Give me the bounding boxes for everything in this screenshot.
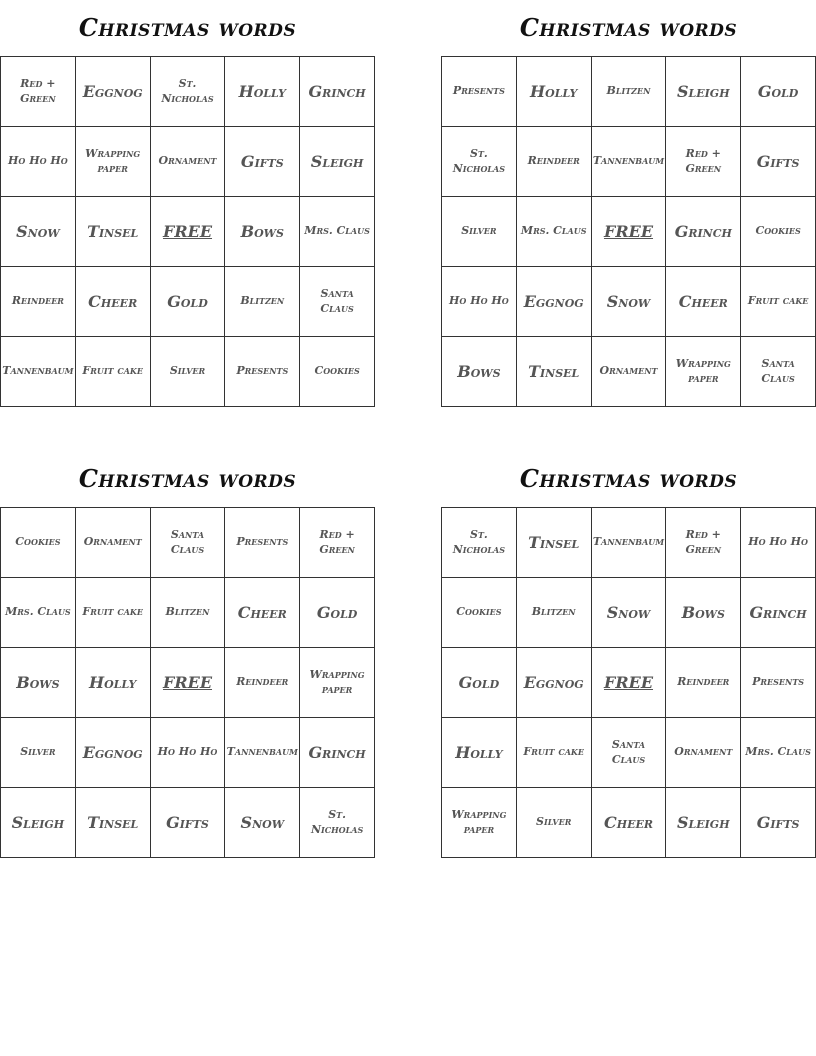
- bingo-cell: Bows: [1, 648, 76, 718]
- bingo-cell: Sleigh: [666, 57, 741, 127]
- bingo-cell: Ornament: [151, 127, 226, 197]
- bingo-card-3: [0, 451, 375, 858]
- bingo-cell: Santa Claus: [741, 337, 816, 407]
- bingo-cell: Tinsel: [517, 508, 592, 578]
- bingo-cell: Sleigh: [1, 788, 76, 858]
- bingo-cell: Fruit cake: [741, 267, 816, 337]
- bingo-cell: Fruit cake: [76, 337, 151, 407]
- bingo-cell: Blitzen: [592, 57, 667, 127]
- bingo-cell: Mrs. Claus: [517, 197, 592, 267]
- bingo-cell: Santa Claus: [300, 267, 375, 337]
- bingo-cell: Ho Ho Ho: [741, 508, 816, 578]
- bingo-grid: [441, 56, 816, 407]
- bingo-cell: St. Nicholas: [300, 788, 375, 858]
- bingo-cell: Fruit cake: [76, 578, 151, 648]
- bingo-cell: Ornament: [592, 337, 667, 407]
- bingo-cell: Gold: [442, 648, 517, 718]
- bingo-cell: Silver: [1, 718, 76, 788]
- bingo-cell: Ho Ho Ho: [1, 127, 76, 197]
- bingo-cell: Tinsel: [517, 337, 592, 407]
- bingo-cell: Silver: [442, 197, 517, 267]
- bingo-cell: Eggnog: [76, 718, 151, 788]
- bingo-cell: Reindeer: [225, 648, 300, 718]
- bingo-cell: Tinsel: [76, 197, 151, 267]
- bingo-cell: Mrs. Claus: [1, 578, 76, 648]
- bingo-cell: Snow: [225, 788, 300, 858]
- bingo-cell: Tannenbaum: [1, 337, 76, 407]
- bingo-cell: Bows: [442, 337, 517, 407]
- bingo-cell: Bows: [666, 578, 741, 648]
- bingo-cell: Red + Green: [1, 57, 76, 127]
- bingo-cell: St. Nicholas: [442, 508, 517, 578]
- bingo-cell: St. Nicholas: [442, 127, 517, 197]
- free-space-cell: FREE: [592, 648, 667, 718]
- bingo-cell: Snow: [1, 197, 76, 267]
- card-title: Christmas words: [519, 464, 738, 493]
- bingo-cell: Grinch: [300, 57, 375, 127]
- bingo-cell: Wrapping paper: [300, 648, 375, 718]
- bingo-cell: Presents: [741, 648, 816, 718]
- free-space-cell: FREE: [151, 648, 226, 718]
- bingo-grid: [441, 507, 816, 858]
- bingo-cell: Gold: [300, 578, 375, 648]
- bingo-cell: Wrapping paper: [442, 788, 517, 858]
- bingo-cell: Cheer: [225, 578, 300, 648]
- bingo-cell: Grinch: [300, 718, 375, 788]
- bingo-cell: Silver: [151, 337, 226, 407]
- bingo-cell: Grinch: [666, 197, 741, 267]
- bingo-cell: Tinsel: [76, 788, 151, 858]
- bingo-cell: Gifts: [741, 127, 816, 197]
- bingo-card-4: [441, 451, 816, 858]
- bingo-cell: Presents: [225, 337, 300, 407]
- free-space-cell: FREE: [151, 197, 226, 267]
- bingo-cell: Sleigh: [666, 788, 741, 858]
- card-title: Christmas words: [78, 13, 297, 42]
- bingo-cell: Ornament: [76, 508, 151, 578]
- bingo-cell: Gold: [151, 267, 226, 337]
- bingo-cell: Snow: [592, 578, 667, 648]
- free-space-cell: FREE: [592, 197, 667, 267]
- bingo-cell: Tannenbaum: [592, 127, 667, 197]
- bingo-cell: Grinch: [741, 578, 816, 648]
- bingo-cell: Blitzen: [225, 267, 300, 337]
- bingo-cell: Presents: [225, 508, 300, 578]
- bingo-cell: Eggnog: [76, 57, 151, 127]
- bingo-grid: [0, 56, 375, 407]
- bingo-cell: Fruit cake: [517, 718, 592, 788]
- bingo-cell: Ornament: [666, 718, 741, 788]
- card-title: Christmas words: [519, 13, 738, 42]
- bingo-cell: Cookies: [1, 508, 76, 578]
- bingo-cell: Red + Green: [300, 508, 375, 578]
- bingo-cell: Mrs. Claus: [300, 197, 375, 267]
- bingo-cell: Presents: [442, 57, 517, 127]
- bingo-cell: Cheer: [666, 267, 741, 337]
- bingo-cell: Cookies: [300, 337, 375, 407]
- bingo-cell: Cookies: [442, 578, 517, 648]
- bingo-cell: Sleigh: [300, 127, 375, 197]
- bingo-card-1: [0, 0, 375, 407]
- bingo-cell: Holly: [76, 648, 151, 718]
- bingo-cell: Gifts: [741, 788, 816, 858]
- bingo-card-2: [441, 0, 816, 407]
- bingo-grid: [0, 507, 375, 858]
- bingo-cell: Santa Claus: [592, 718, 667, 788]
- bingo-cell: Reindeer: [517, 127, 592, 197]
- bingo-cell: Bows: [225, 197, 300, 267]
- bingo-cell: Holly: [517, 57, 592, 127]
- bingo-cell: Gifts: [151, 788, 226, 858]
- bingo-cell: Holly: [442, 718, 517, 788]
- bingo-cell: Cheer: [592, 788, 667, 858]
- bingo-cell: Tannenbaum: [592, 508, 667, 578]
- bingo-cell: Red + Green: [666, 127, 741, 197]
- bingo-cell: Eggnog: [517, 267, 592, 337]
- bingo-cell: Red + Green: [666, 508, 741, 578]
- bingo-cell: Cookies: [741, 197, 816, 267]
- bingo-cell: Reindeer: [1, 267, 76, 337]
- bingo-cell: Wrapping paper: [76, 127, 151, 197]
- bingo-cell: Blitzen: [151, 578, 226, 648]
- bingo-cell: Mrs. Claus: [741, 718, 816, 788]
- bingo-cell: Eggnog: [517, 648, 592, 718]
- bingo-cell: Blitzen: [517, 578, 592, 648]
- bingo-cell: Snow: [592, 267, 667, 337]
- bingo-cell: Holly: [225, 57, 300, 127]
- bingo-cell: Ho Ho Ho: [151, 718, 226, 788]
- bingo-cell: Silver: [517, 788, 592, 858]
- bingo-cell: Wrapping paper: [666, 337, 741, 407]
- bingo-cell: Reindeer: [666, 648, 741, 718]
- bingo-cell: Cheer: [76, 267, 151, 337]
- bingo-cell: Ho Ho Ho: [442, 267, 517, 337]
- bingo-cell: St. Nicholas: [151, 57, 226, 127]
- bingo-cell: Gifts: [225, 127, 300, 197]
- card-title: Christmas words: [78, 464, 297, 493]
- bingo-cell: Gold: [741, 57, 816, 127]
- bingo-cell: Santa Claus: [151, 508, 226, 578]
- bingo-cell: Tannenbaum: [225, 718, 300, 788]
